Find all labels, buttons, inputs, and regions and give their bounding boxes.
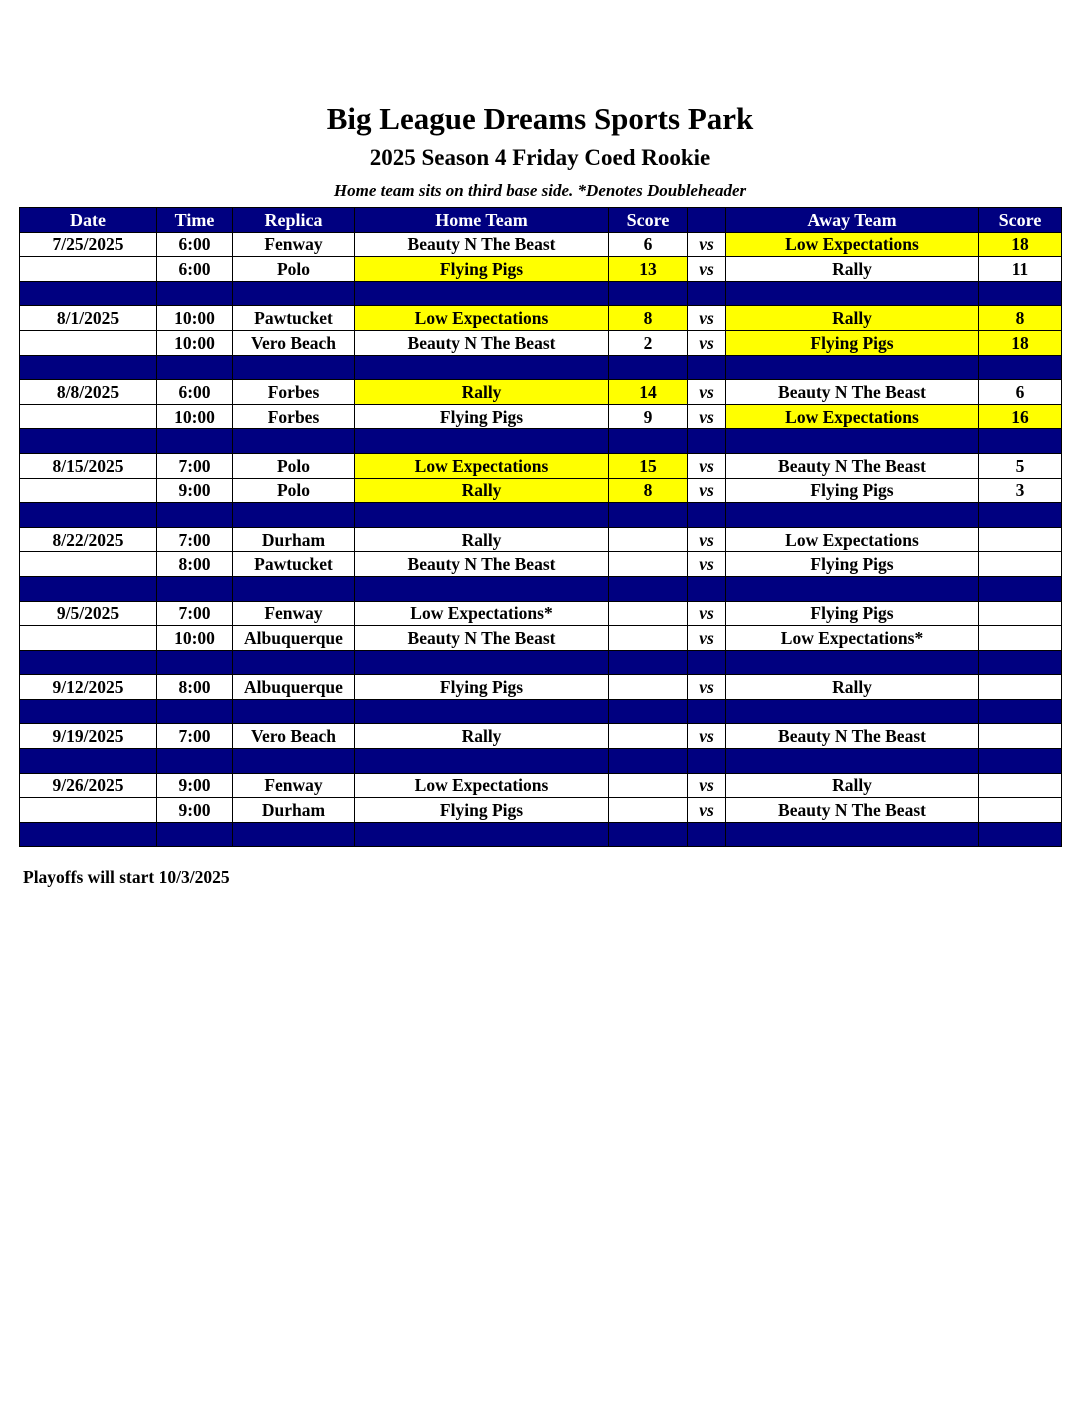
vs-cell: vs	[688, 773, 726, 798]
separator-row	[20, 576, 1062, 601]
game-row	[20, 798, 1062, 823]
separator-cell	[609, 355, 688, 380]
separator-cell	[20, 699, 157, 724]
home-team-cell: Flying Pigs	[355, 798, 609, 823]
separator-cell	[20, 355, 157, 380]
replica-cell: Albuquerque	[233, 626, 355, 651]
replica-cell: Fenway	[233, 773, 355, 798]
separator-cell	[233, 576, 355, 601]
home-team-cell: Low Expectations*	[355, 601, 609, 626]
time-cell: 10:00	[157, 404, 233, 429]
separator-cell	[157, 749, 233, 774]
home-score-cell	[609, 552, 688, 577]
separator-cell	[233, 503, 355, 528]
separator-cell	[355, 822, 609, 847]
away-team-cell: Flying Pigs	[726, 330, 979, 355]
away-score-cell	[979, 527, 1062, 552]
away-team-cell: Rally	[726, 773, 979, 798]
separator-cell	[157, 429, 233, 454]
replica-cell: Forbes	[233, 380, 355, 405]
home-score-cell: 15	[609, 453, 688, 478]
home-team-cell: Beauty N The Beast	[355, 552, 609, 577]
away-score-cell: 5	[979, 453, 1062, 478]
column-header-replica: Replica	[233, 208, 355, 233]
game-row	[20, 257, 1062, 282]
game-row	[20, 675, 1062, 700]
vs-cell: vs	[688, 675, 726, 700]
separator-cell	[688, 699, 726, 724]
separator-cell	[688, 650, 726, 675]
separator-cell	[157, 503, 233, 528]
game-row	[20, 478, 1062, 503]
date-cell: 8/1/2025	[20, 306, 157, 331]
separator-cell	[726, 576, 979, 601]
separator-cell	[979, 822, 1062, 847]
separator-cell	[20, 429, 157, 454]
time-cell: 7:00	[157, 453, 233, 478]
time-cell: 9:00	[157, 478, 233, 503]
separator-cell	[20, 576, 157, 601]
separator-cell	[355, 429, 609, 454]
separator-cell	[355, 650, 609, 675]
away-score-cell: 18	[979, 330, 1062, 355]
replica-cell: Durham	[233, 527, 355, 552]
vs-cell: vs	[688, 453, 726, 478]
separator-cell	[355, 281, 609, 306]
home-team-cell: Flying Pigs	[355, 404, 609, 429]
time-cell: 7:00	[157, 601, 233, 626]
separator-cell	[355, 503, 609, 528]
column-header-date: Date	[20, 208, 157, 233]
home-score-cell	[609, 527, 688, 552]
separator-cell	[609, 429, 688, 454]
time-cell: 9:00	[157, 773, 233, 798]
home-score-cell: 8	[609, 478, 688, 503]
date-cell: 8/8/2025	[20, 380, 157, 405]
date-cell	[20, 478, 157, 503]
separator-cell	[609, 281, 688, 306]
replica-cell: Forbes	[233, 404, 355, 429]
date-cell	[20, 404, 157, 429]
replica-cell: Vero Beach	[233, 330, 355, 355]
away-team-cell: Low Expectations	[726, 404, 979, 429]
separator-row	[20, 749, 1062, 774]
separator-cell	[726, 650, 979, 675]
separator-row	[20, 699, 1062, 724]
home-team-cell: Beauty N The Beast	[355, 330, 609, 355]
separator-cell	[726, 699, 979, 724]
time-cell: 6:00	[157, 380, 233, 405]
vs-cell: vs	[688, 404, 726, 429]
game-row	[20, 232, 1062, 257]
away-team-cell: Beauty N The Beast	[726, 453, 979, 478]
page-title: Big League Dreams Sports Park	[326, 101, 754, 136]
away-team-cell: Low Expectations	[726, 527, 979, 552]
column-header-home-team: Home Team	[355, 208, 609, 233]
separator-cell	[157, 822, 233, 847]
column-header-away-score: Score	[979, 208, 1062, 233]
separator-cell	[20, 822, 157, 847]
schedule-body	[20, 232, 1062, 847]
away-team-cell: Flying Pigs	[726, 552, 979, 577]
away-team-cell: Low Expectations	[726, 232, 979, 257]
separator-cell	[157, 576, 233, 601]
separator-cell	[688, 822, 726, 847]
home-score-cell: 8	[609, 306, 688, 331]
separator-cell	[609, 822, 688, 847]
home-score-cell: 6	[609, 232, 688, 257]
separator-cell	[609, 699, 688, 724]
separator-cell	[20, 749, 157, 774]
game-row	[20, 773, 1062, 798]
game-row	[20, 404, 1062, 429]
away-team-cell: Rally	[726, 306, 979, 331]
separator-row	[20, 355, 1062, 380]
vs-cell: vs	[688, 626, 726, 651]
home-team-cell: Rally	[355, 478, 609, 503]
away-score-cell	[979, 724, 1062, 749]
game-row	[20, 626, 1062, 651]
vs-cell: vs	[688, 306, 726, 331]
time-cell: 10:00	[157, 330, 233, 355]
separator-cell	[979, 699, 1062, 724]
separator-cell	[233, 355, 355, 380]
schedule-table	[19, 207, 1062, 847]
vs-cell: vs	[688, 601, 726, 626]
separator-cell	[726, 355, 979, 380]
away-score-cell	[979, 626, 1062, 651]
game-row	[20, 380, 1062, 405]
separator-cell	[726, 822, 979, 847]
home-score-cell	[609, 626, 688, 651]
separator-cell	[157, 699, 233, 724]
away-team-cell: Low Expectations*	[726, 626, 979, 651]
replica-cell: Albuquerque	[233, 675, 355, 700]
vs-cell: vs	[688, 232, 726, 257]
separator-cell	[979, 355, 1062, 380]
separator-cell	[688, 749, 726, 774]
vs-cell: vs	[688, 380, 726, 405]
away-score-cell	[979, 601, 1062, 626]
separator-cell	[233, 429, 355, 454]
game-row	[20, 306, 1062, 331]
separator-cell	[688, 355, 726, 380]
separator-cell	[609, 749, 688, 774]
home-score-cell	[609, 601, 688, 626]
separator-row	[20, 650, 1062, 675]
away-team-cell: Flying Pigs	[726, 478, 979, 503]
away-score-cell: 3	[979, 478, 1062, 503]
page-subtitle: 2025 Season 4 Friday Coed Rookie	[369, 145, 711, 170]
separator-cell	[233, 650, 355, 675]
replica-cell: Pawtucket	[233, 306, 355, 331]
playoffs-note: Playoffs will start 10/3/2025	[23, 867, 230, 887]
separator-cell	[979, 749, 1062, 774]
game-row	[20, 330, 1062, 355]
game-row	[20, 527, 1062, 552]
game-row	[20, 453, 1062, 478]
separator-cell	[233, 822, 355, 847]
away-score-cell	[979, 773, 1062, 798]
date-cell: 8/22/2025	[20, 527, 157, 552]
home-score-cell: 2	[609, 330, 688, 355]
game-row	[20, 724, 1062, 749]
separator-cell	[979, 281, 1062, 306]
date-cell	[20, 330, 157, 355]
separator-cell	[157, 650, 233, 675]
date-cell: 9/19/2025	[20, 724, 157, 749]
separator-cell	[979, 576, 1062, 601]
separator-cell	[157, 281, 233, 306]
away-team-cell: Rally	[726, 675, 979, 700]
separator-cell	[233, 281, 355, 306]
date-cell	[20, 626, 157, 651]
away-score-cell: 6	[979, 380, 1062, 405]
column-header-home-score: Score	[609, 208, 688, 233]
separator-cell	[609, 503, 688, 528]
game-row	[20, 601, 1062, 626]
vs-cell: vs	[688, 257, 726, 282]
away-team-cell: Beauty N The Beast	[726, 724, 979, 749]
home-team-cell: Flying Pigs	[355, 675, 609, 700]
away-score-cell: 16	[979, 404, 1062, 429]
home-score-cell: 13	[609, 257, 688, 282]
vs-cell: vs	[688, 798, 726, 823]
separator-cell	[979, 503, 1062, 528]
home-team-cell: Rally	[355, 527, 609, 552]
separator-cell	[20, 650, 157, 675]
away-team-cell: Rally	[726, 257, 979, 282]
date-cell: 7/25/2025	[20, 232, 157, 257]
separator-cell	[20, 503, 157, 528]
date-cell: 9/5/2025	[20, 601, 157, 626]
replica-cell: Vero Beach	[233, 724, 355, 749]
home-score-cell	[609, 675, 688, 700]
date-cell: 9/12/2025	[20, 675, 157, 700]
away-team-cell: Beauty N The Beast	[726, 380, 979, 405]
home-team-cell: Low Expectations	[355, 453, 609, 478]
separator-cell	[355, 355, 609, 380]
home-score-cell	[609, 773, 688, 798]
home-team-cell: Rally	[355, 724, 609, 749]
away-team-cell: Flying Pigs	[726, 601, 979, 626]
home-team-cell: Beauty N The Beast	[355, 232, 609, 257]
time-cell: 10:00	[157, 626, 233, 651]
away-score-cell	[979, 798, 1062, 823]
home-team-cell: Low Expectations	[355, 773, 609, 798]
separator-cell	[726, 281, 979, 306]
replica-cell: Polo	[233, 453, 355, 478]
separator-cell	[979, 650, 1062, 675]
separator-cell	[726, 749, 979, 774]
time-cell: 9:00	[157, 798, 233, 823]
separator-row	[20, 822, 1062, 847]
separator-cell	[355, 749, 609, 774]
separator-cell	[688, 576, 726, 601]
replica-cell: Durham	[233, 798, 355, 823]
replica-cell: Pawtucket	[233, 552, 355, 577]
away-score-cell	[979, 552, 1062, 577]
separator-cell	[688, 429, 726, 454]
home-score-cell	[609, 724, 688, 749]
home-team-cell: Flying Pigs	[355, 257, 609, 282]
home-score-cell: 14	[609, 380, 688, 405]
vs-cell: vs	[688, 552, 726, 577]
separator-cell	[355, 576, 609, 601]
header-row	[20, 208, 1062, 233]
date-cell: 8/15/2025	[20, 453, 157, 478]
home-team-cell: Beauty N The Beast	[355, 626, 609, 651]
column-header-time: Time	[157, 208, 233, 233]
home-score-cell: 9	[609, 404, 688, 429]
date-cell	[20, 257, 157, 282]
separator-row	[20, 429, 1062, 454]
replica-cell: Polo	[233, 478, 355, 503]
away-score-cell	[979, 675, 1062, 700]
away-score-cell: 18	[979, 232, 1062, 257]
time-cell: 10:00	[157, 306, 233, 331]
separator-cell	[726, 503, 979, 528]
replica-cell: Fenway	[233, 601, 355, 626]
separator-cell	[355, 699, 609, 724]
vs-cell: vs	[688, 527, 726, 552]
date-cell: 9/26/2025	[20, 773, 157, 798]
separator-cell	[726, 429, 979, 454]
column-header-vs	[688, 208, 726, 233]
separator-cell	[688, 503, 726, 528]
home-team-cell: Rally	[355, 380, 609, 405]
time-cell: 7:00	[157, 724, 233, 749]
away-score-cell: 11	[979, 257, 1062, 282]
time-cell: 6:00	[157, 257, 233, 282]
separator-cell	[609, 650, 688, 675]
column-header-away-team: Away Team	[726, 208, 979, 233]
date-cell	[20, 798, 157, 823]
away-team-cell: Beauty N The Beast	[726, 798, 979, 823]
separator-cell	[609, 576, 688, 601]
replica-cell: Fenway	[233, 232, 355, 257]
vs-cell: vs	[688, 330, 726, 355]
separator-cell	[157, 355, 233, 380]
separator-cell	[979, 429, 1062, 454]
schedule-note: Home team sits on third base side. *Denotes Doubleheader	[333, 181, 747, 200]
home-score-cell	[609, 798, 688, 823]
time-cell: 6:00	[157, 232, 233, 257]
vs-cell: vs	[688, 724, 726, 749]
separator-row	[20, 503, 1062, 528]
away-score-cell: 8	[979, 306, 1062, 331]
date-cell	[20, 552, 157, 577]
replica-cell: Polo	[233, 257, 355, 282]
game-row	[20, 552, 1062, 577]
home-team-cell: Low Expectations	[355, 306, 609, 331]
time-cell: 8:00	[157, 552, 233, 577]
vs-cell: vs	[688, 478, 726, 503]
separator-cell	[20, 281, 157, 306]
time-cell: 7:00	[157, 527, 233, 552]
separator-cell	[233, 699, 355, 724]
separator-cell	[688, 281, 726, 306]
time-cell: 8:00	[157, 675, 233, 700]
separator-row	[20, 281, 1062, 306]
separator-cell	[233, 749, 355, 774]
